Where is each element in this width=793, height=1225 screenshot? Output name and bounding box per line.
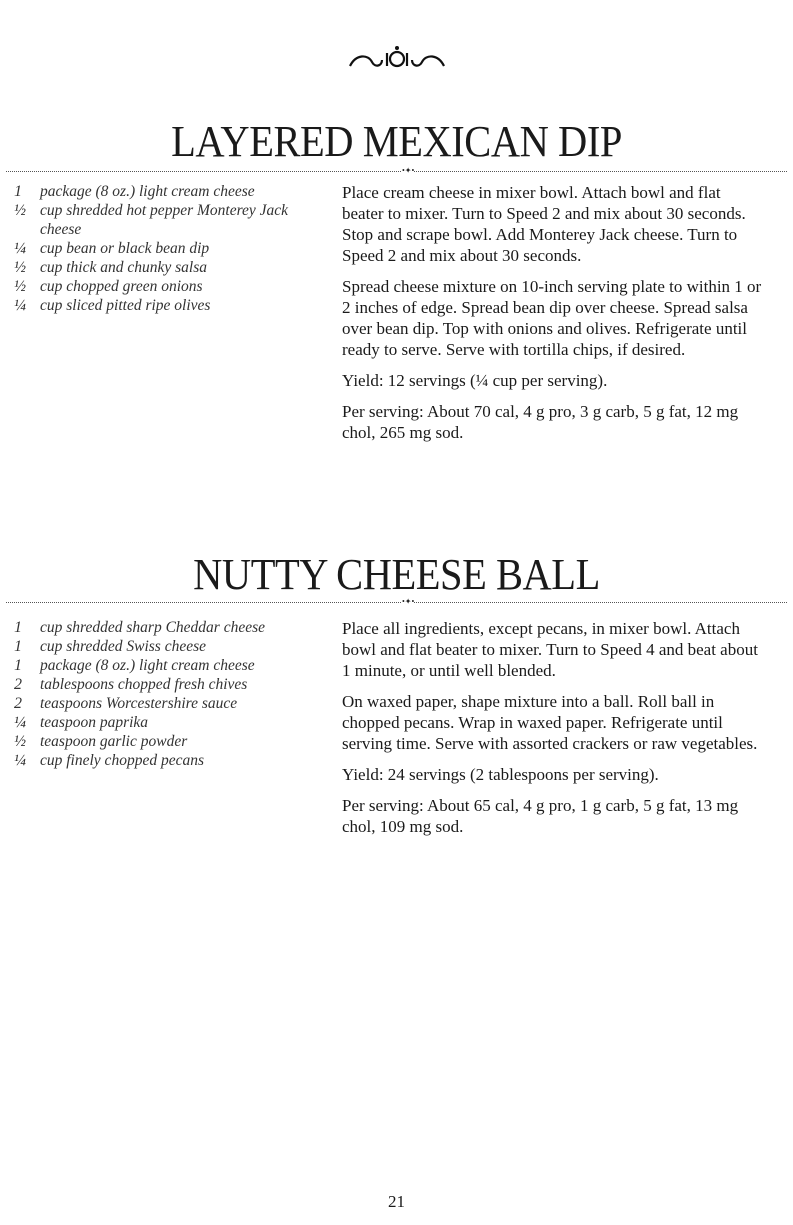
- recipe-nutrition: Per serving: About 65 cal, 4 g pro, 1 g carb, 5 g fat, 13 mg chol, 109 mg sod.: [342, 796, 739, 836]
- ingredient-text: cup thick and chunky salsa: [40, 259, 208, 276]
- section-divider: [6, 166, 787, 175]
- ingredient-text: tablespoons chopped fresh chives: [40, 676, 248, 693]
- ingredient-item: [14, 182, 314, 201]
- method-step: Place all ingredients, except pecans, in mixer bowl. Attach bowl and flat beater to mixer. Turn to Speed 4 and beat about 1 minute, or until well blended.: [342, 619, 758, 680]
- ingredient-qty: ¼: [14, 752, 26, 769]
- ingredient-text: cup shredded sharp Cheddar cheese: [40, 619, 265, 636]
- ingredient-item: [14, 675, 314, 694]
- method-step: On waxed paper, shape mixture into a ball. Roll ball in chopped pecans. Wrap in waxed paper. Refrigerate until serving time. Serve with assorted crackers or raw vegetables.: [342, 692, 758, 753]
- recipe-yield: Yield: 24 servings (2 tablespoons per serving).: [342, 765, 659, 784]
- ingredient-text: cup shredded hot pepper Monterey Jack cheese: [40, 202, 289, 238]
- ingredient-list: [14, 618, 314, 770]
- recipe-nutrition: Per serving: About 70 cal, 4 g pro, 3 g carb, 5 g fat, 12 mg chol, 265 mg sod.: [342, 402, 739, 442]
- ingredient-qty: 1: [14, 638, 22, 655]
- ingredient-text: cup shredded Swiss cheese: [40, 638, 207, 655]
- ingredient-qty: ¼: [14, 297, 26, 314]
- ingredient-text: teaspoon garlic powder: [40, 733, 188, 750]
- ingredient-text: cup finely chopped pecans: [40, 752, 204, 769]
- ingredient-qty: ½: [14, 259, 26, 276]
- ingredient-qty: 1: [14, 183, 22, 200]
- ingredient-qty: 1: [14, 619, 22, 636]
- ingredient-qty: ¼: [14, 240, 26, 257]
- ingredient-item: [14, 694, 314, 713]
- ingredient-text: teaspoon paprika: [40, 714, 149, 731]
- ingredient-item: [14, 296, 314, 315]
- ingredient-qty: ½: [14, 278, 26, 295]
- ingredient-text: cup bean or black bean dip: [40, 240, 210, 257]
- ingredient-item: [14, 713, 314, 732]
- ingredient-text: cup chopped green onions: [40, 278, 203, 295]
- method-step: Spread cheese mixture on 10-inch serving plate to within 1 or 2 inches of edge. Spread bean dip over cheese. Spread salsa over bean dip. Top with onions and olives. Refrigerate until ready to serve. Serve with tortilla chips, if desired.: [342, 277, 762, 359]
- ingredient-qty: ½: [14, 733, 26, 750]
- recipe-method: [342, 182, 762, 453]
- ingredient-item: [14, 637, 314, 656]
- ingredient-qty: 2: [14, 695, 22, 712]
- scroll-ornament-icon: [0, 44, 793, 79]
- ingredient-item: [14, 258, 314, 277]
- ingredient-item: [14, 618, 314, 637]
- recipe-title: NUTTY CHEESE BALL: [193, 550, 600, 599]
- divider-ornament-icon: •✦•: [402, 597, 415, 606]
- ingredient-qty: 2: [14, 676, 22, 693]
- section-divider: [6, 597, 787, 606]
- ingredient-text: teaspoons Worcestershire sauce: [40, 695, 238, 712]
- ingredient-qty: ½: [14, 202, 26, 219]
- ingredient-text: package (8 oz.) light cream cheese: [40, 183, 255, 200]
- ingredient-item: [14, 277, 314, 296]
- ingredient-list: [14, 182, 314, 315]
- page-number: 21: [388, 1192, 405, 1211]
- recipe-method: [342, 618, 762, 847]
- recipe-yield: Yield: 12 servings (¼ cup per serving).: [342, 371, 608, 390]
- ingredient-item: [14, 656, 314, 675]
- recipe-title: LAYERED MEXICAN DIP: [171, 117, 622, 166]
- ingredient-item: [14, 732, 314, 751]
- ingredient-qty: ¼: [14, 714, 26, 731]
- ingredient-item: [14, 201, 314, 239]
- divider-ornament-icon: •✦•: [402, 166, 415, 175]
- ingredient-item: [14, 751, 314, 770]
- ingredient-qty: 1: [14, 657, 22, 674]
- ingredient-item: [14, 239, 314, 258]
- ingredient-text: cup sliced pitted ripe olives: [40, 297, 211, 314]
- ornament-graphic: [342, 44, 452, 74]
- method-step: Place cream cheese in mixer bowl. Attach bowl and flat beater to mixer. Turn to Speed 2 and mix about 30 seconds. Stop and scrape bowl. Add Monterey Jack cheese. Turn to Speed 2 and mix about 30 seconds.: [342, 183, 746, 265]
- ingredient-text: package (8 oz.) light cream cheese: [40, 657, 255, 674]
